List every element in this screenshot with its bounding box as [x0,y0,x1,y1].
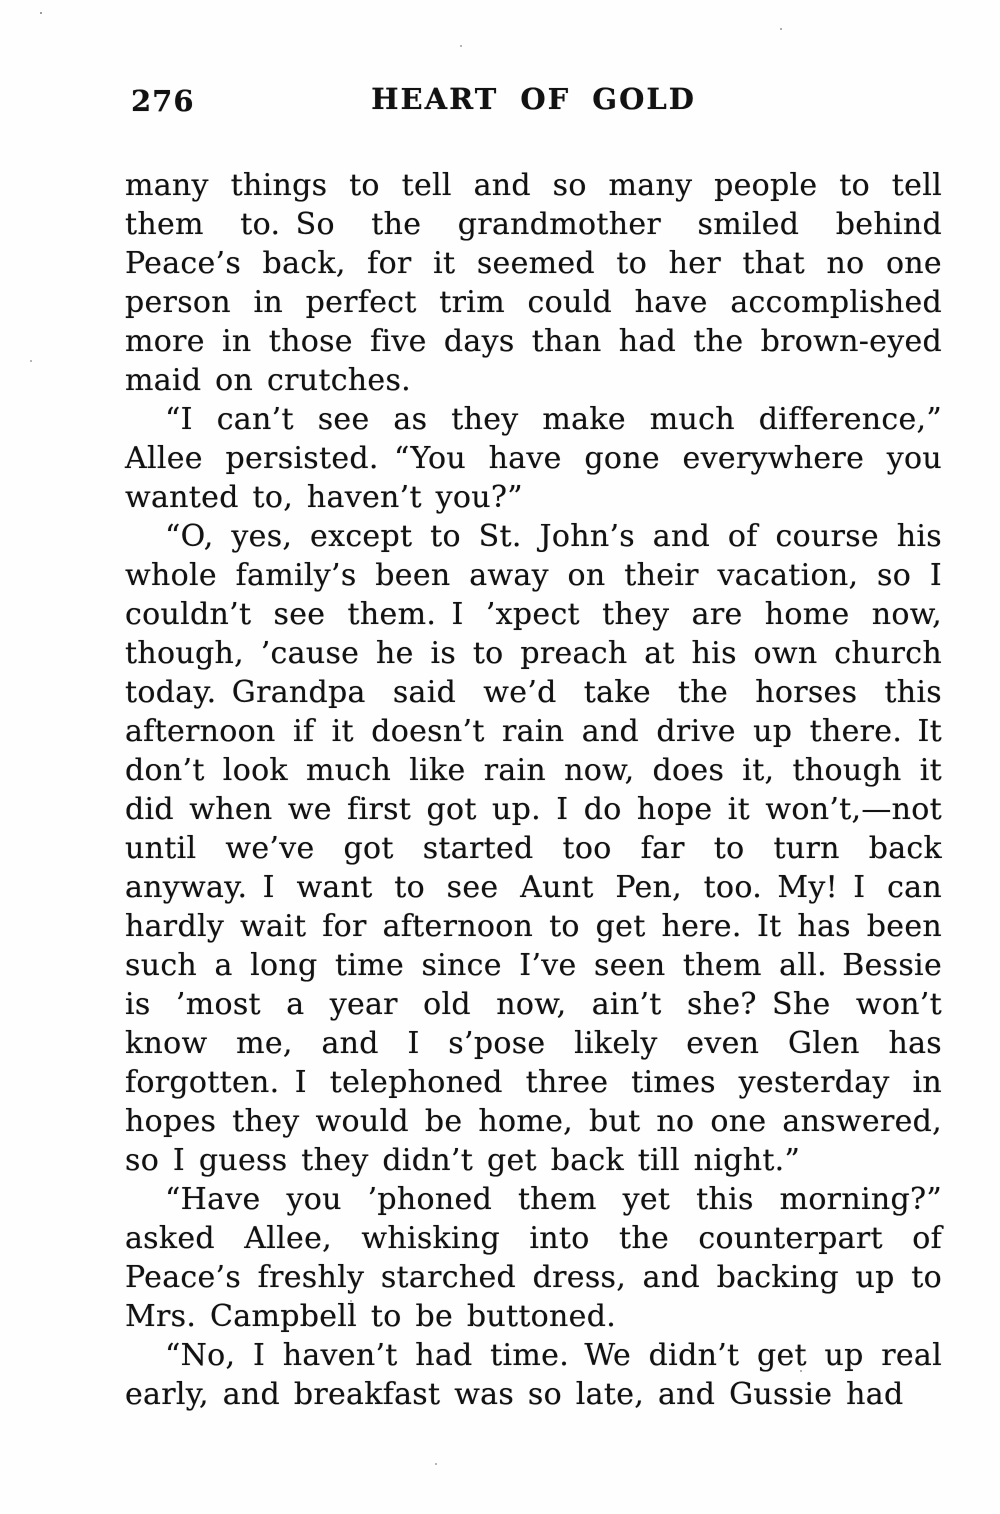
paragraph: “Have you ’phoned them yet this morning?” asked Allee, whisking into the counterpart of Peace’s freshly starched dress, and backing up to Mrs. Campbell to be buttoned. [125,1182,942,1334]
paragraph: “O, yes, except to St. John’s and of course his whole family’s been away on their vacation, so I couldn’t see them. I ’xpect they are home now, though, ’cause he is to preach at his own church today. Grandpa said we’d take the horses this afternoon if it doesn’t rain and drive up there. It don’t look much like rain now, does it, though it did when we first got up. I do hope it won’t,—not until we’ve got started too far to turn back anyway. I want to see Aunt Pen, too. My! I can hardly wait for afternoon to get here. It has been such a long time since I’ve seen them all. Bessie is ’most a year old now, ain’t she? She won’t know me, and I s’pose likely even Glen has forgotten. I telephoned three times yesterday in hopes they would be home, but no one answered, so I guess they didn’t get back till night.” [125,519,942,1178]
page-text [125,166,942,1414]
paragraph: many things to tell and so many people to tell them to. So the grandmother smiled behind Peace’s back, for it seemed to her that no one person in perfect trim could have accomplished more in those five days than had the brown-eyed maid on crutches. [125,168,942,398]
paragraph: “I can’t see as they make much difference,” Allee persisted. “You have gone everywhere you wanted to, haven’t you?” [125,402,942,515]
page-number: 276 [131,84,195,118]
running-title: HEART OF GOLD [371,82,696,116]
page-header [125,82,942,122]
paragraph: “No, I haven’t had time. We didn’t get up real early, and breakfast was so late, and Gussie had [125,1338,942,1412]
scan-speckles [40,12,42,14]
